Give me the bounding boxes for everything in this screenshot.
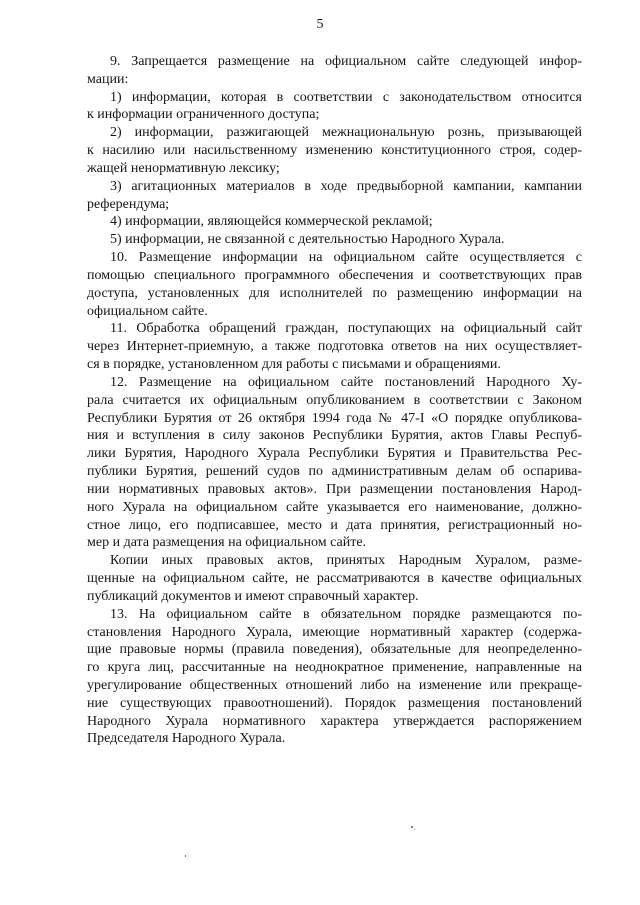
text-line: публики Бурятия, решений судов по административным делам об оспарива- (87, 464, 582, 480)
text-line: 13. На официальном сайте в обязательном порядке размещаются по- (110, 606, 582, 622)
text-line: Председателя Народного Хурала. (87, 731, 286, 747)
text-line: нии нормативных правовых актов». При размещении постановления Народ- (87, 481, 582, 497)
text-line: щенные на официальном сайте, не рассматриваются в качестве официальных (87, 571, 582, 587)
text-line: публикаций документов и имеют справочный характер. (87, 588, 419, 604)
text-line: 1) информации, которая в соответствии с законодательством относится (110, 89, 582, 105)
text-line: официальном сайте. (87, 303, 208, 319)
clause-9-item-2 (87, 124, 582, 177)
text-line: Народного Хурала нормативного характера утверждается распоряжением (87, 713, 582, 729)
clause-9-item-4 (87, 213, 582, 231)
text-line: ние существующих правоотношений). Порядок размещения постановлений (87, 695, 582, 711)
clause-11 (87, 320, 582, 373)
text-line: Республики Бурятия от 26 октября 1994 года № 47-I «О порядке опубликова- (87, 410, 582, 426)
text-line: 9. Запрещается размещение на официальном сайте следующей инфор- (110, 54, 582, 69)
text-line: ся в порядке, установленном для работы с письмами и обращениями. (87, 357, 501, 373)
text-line: к информации ограниченного доступа; (87, 107, 320, 123)
clause-9-item-5 (87, 231, 582, 249)
page-number: 5 (316, 17, 324, 32)
text-line: мер и дата размещения на официальном сайте. (87, 535, 367, 551)
text-line: мации: (87, 71, 129, 87)
text-line: через Интернет-приемную, а также подготовка ответов на них осуществляет- (87, 339, 582, 355)
clause-13 (87, 606, 582, 749)
clause-9-item-3 (87, 178, 582, 214)
text-line: 2) информации, разжигающей межнациональную рознь, призывающей (110, 125, 582, 141)
text-line: жащей ненормативную лексику; (87, 160, 280, 176)
text-line: к насилию или насильственному изменению конституционного строя, содер- (87, 143, 582, 159)
text-line: 10. Размещение информации на официальном сайте осуществляется с (110, 250, 582, 266)
document-body (87, 53, 582, 748)
text-line: 12. Размещение на официальном сайте постановлений Народного Ху- (110, 374, 582, 390)
text-line: щие правовые нормы (правила поведения), обязательные для неопределенно- (87, 642, 582, 658)
clause-9 (87, 53, 582, 89)
text-line: референдума; (87, 196, 170, 212)
scan-speck (414, 829, 415, 830)
text-line: ного Хурала на официальном сайте указывается его наименование, должно- (87, 499, 582, 515)
text-line: 3) агитационных материалов в ходе предвыборной кампании, кампании (110, 178, 582, 194)
text-line: лики Бурятия, Народного Хурала Республики Бурятия и Правительства Рес- (87, 446, 582, 462)
text-line: доступа, установленных для исполнителей по размещению информации на (87, 285, 582, 301)
text-line: Копии иных правовых актов, принятых Народным Хуралом, разме- (110, 553, 582, 569)
text-line: 4) информации, являющейся коммерческой рекламой; (110, 214, 433, 230)
text-line: становления Народного Хурала, имеющие нормативный характер (содержа- (87, 624, 582, 640)
clause-9-item-1 (87, 89, 582, 125)
text-line: помощью специального программного обеспечения и соответствующих прав (87, 267, 582, 283)
text-line: рала считается их официальным опубликованием в соответствии с Законом (87, 392, 582, 408)
text-line: 5) информации, не связанной с деятельностью Народного Хурала. (110, 232, 505, 248)
clause-12 (87, 374, 582, 552)
clause-10 (87, 249, 582, 320)
text-line: ния и вступления в силу законов Республики Бурятия, актов Главы Респуб- (87, 428, 582, 444)
text-line: стное лицо, его подписавшее, место и дата принятия, регистрационный но- (87, 517, 582, 533)
text-line: го круга лиц, рассчитанные на неоднократное применение, направленные на (87, 660, 582, 676)
scan-speck (411, 826, 413, 828)
text-line: 11. Обработка обращений граждан, поступающих на официальный сайт (110, 321, 582, 337)
scan-speck (185, 855, 186, 857)
clause-12-copies (87, 552, 582, 605)
text-line: урегулирование общественных отношений либо на изменение или прекраще- (87, 677, 582, 693)
